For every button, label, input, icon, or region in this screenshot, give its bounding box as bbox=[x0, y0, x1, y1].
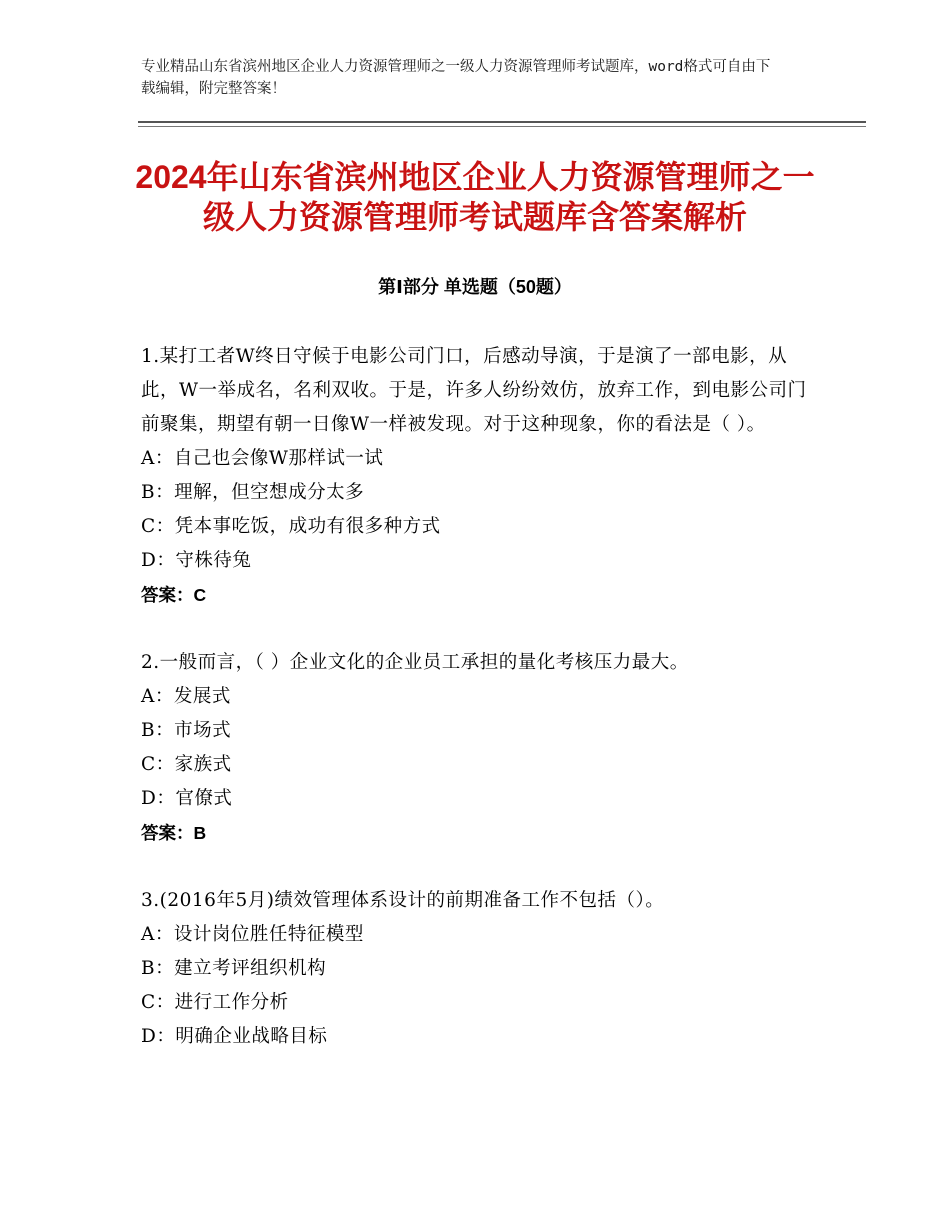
option-a: A：自己也会像W那样试一试 bbox=[141, 448, 384, 469]
option-b: B：市场式 bbox=[141, 720, 232, 741]
option-a: A：发展式 bbox=[141, 686, 231, 707]
option-c: C：进行工作分析 bbox=[141, 992, 289, 1013]
question-stem: 1.某打工者W终日守候于电影公司门口，后感动导演，于是演了一部电影，从此，W一举成名，名利双收。于是，许多人纷纷效仿，放弃工作，到电影公司门前聚集，期望有朝一日像W一样被发现。对于这种现象，你的看法是（ ）。 bbox=[141, 346, 807, 435]
question-3 bbox=[141, 884, 816, 1054]
option-b: B：建立考评组织机构 bbox=[141, 958, 327, 979]
option-c: C：凭本事吃饭，成功有很多种方式 bbox=[141, 516, 441, 537]
option-c: C：家族式 bbox=[141, 754, 232, 775]
option-d: D：明确企业战略目标 bbox=[141, 1026, 328, 1047]
answer-line: 答案：B bbox=[141, 823, 207, 843]
option-d: D：守株待兔 bbox=[141, 550, 252, 571]
option-d: D：官僚式 bbox=[141, 788, 233, 809]
header-note: 专业精品山东省滨州地区企业人力资源管理师之一级人力资源管理师考试题库，word格式可自由下载编辑，附完整答案！ bbox=[141, 59, 771, 97]
section-heading: 第Ⅰ部分 单选题（50题） bbox=[378, 277, 572, 297]
option-a: A：设计岗位胜任特征模型 bbox=[141, 924, 364, 945]
document-title: 2024年山东省滨州地区企业人力资源管理师之一级人力资源管理师考试题库含答案解析 bbox=[135, 159, 815, 235]
question-stem: 2.一般而言，（ ）企业文化的企业员工承担的量化考核压力最大。 bbox=[141, 652, 689, 673]
answer-line: 答案：C bbox=[141, 585, 207, 605]
question-list bbox=[141, 340, 816, 1088]
option-b: B：理解，但空想成分太多 bbox=[141, 482, 365, 503]
question-stem: 3.(2016年5月)绩效管理体系设计的前期准备工作不包括（）。 bbox=[141, 890, 665, 911]
question-2 bbox=[141, 646, 816, 850]
header-divider bbox=[138, 121, 866, 123]
header-divider-thin bbox=[138, 126, 866, 127]
question-1 bbox=[141, 340, 816, 612]
